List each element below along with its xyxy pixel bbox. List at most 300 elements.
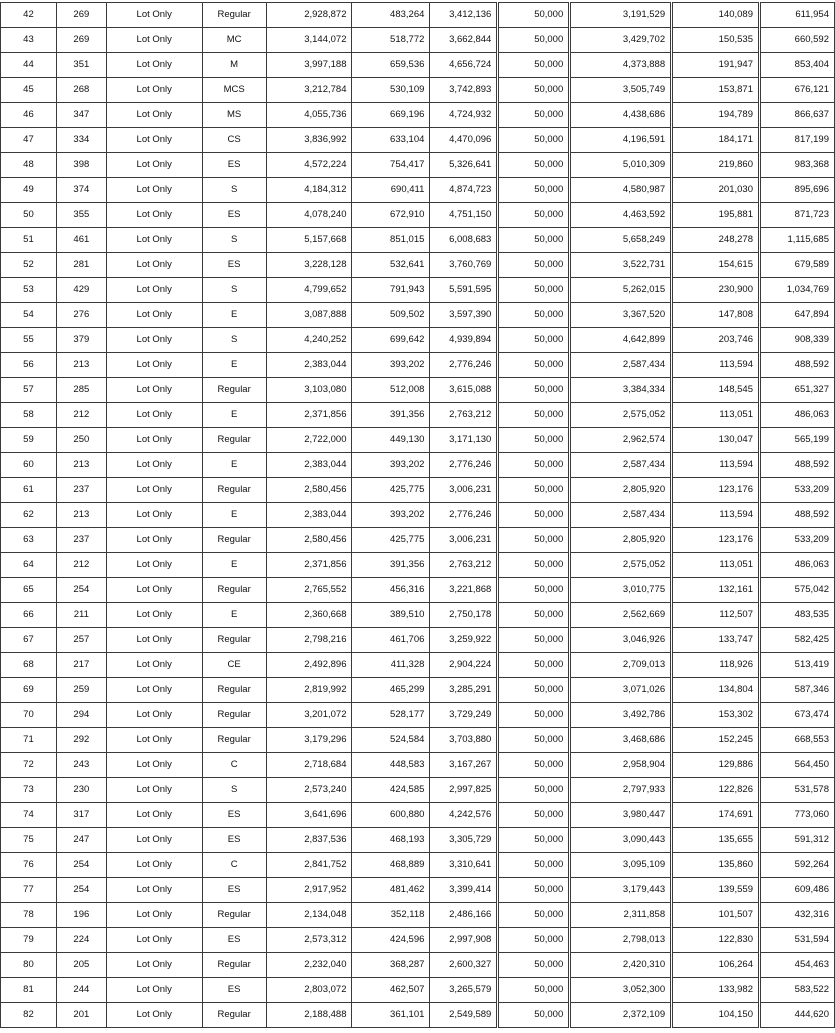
lot-class-cell: Regular: [202, 728, 266, 753]
lot-area-cell: 237: [56, 528, 106, 553]
lot-price-cell: 2,798,216: [266, 628, 352, 653]
lot-area-cell: 254: [56, 853, 106, 878]
amount-cell-2: 679,589: [759, 253, 834, 278]
net-price-cell: 3,090,443: [570, 828, 672, 853]
lot-class-cell: Regular: [202, 528, 266, 553]
total-price-cell: 3,006,231: [430, 478, 498, 503]
lot-class-cell: ES: [202, 203, 266, 228]
net-price-cell: 2,805,920: [570, 478, 672, 503]
reservation-fee-cell: 50,000: [498, 428, 570, 453]
net-price-cell: 3,492,786: [570, 703, 672, 728]
net-price-cell: 2,962,574: [570, 428, 672, 453]
amount-cell: 129,886: [672, 753, 760, 778]
vat-cell: 699,642: [352, 328, 430, 353]
table-row: [1, 353, 835, 378]
total-price-cell: 2,997,825: [430, 778, 498, 803]
lot-area-cell: 244: [56, 978, 106, 1003]
total-price-cell: 3,221,868: [430, 578, 498, 603]
amount-cell: 140,089: [672, 3, 760, 28]
table-row: [1, 528, 835, 553]
lot-area-cell: 461: [56, 228, 106, 253]
vat-cell: 791,943: [352, 278, 430, 303]
vat-cell: 449,130: [352, 428, 430, 453]
amount-cell-2: 488,592: [759, 353, 834, 378]
reservation-fee-cell: 50,000: [498, 653, 570, 678]
lot-price-cell: 4,078,240: [266, 203, 352, 228]
amount-cell: 150,535: [672, 28, 760, 53]
amount-cell: 248,278: [672, 228, 760, 253]
vat-cell: 690,411: [352, 178, 430, 203]
total-price-cell: 2,904,224: [430, 653, 498, 678]
lot-number-cell: 69: [1, 678, 57, 703]
lot-class-cell: MC: [202, 28, 266, 53]
lot-price-cell: 2,580,456: [266, 478, 352, 503]
net-price-cell: 2,797,933: [570, 778, 672, 803]
offer-type-cell: Lot Only: [106, 453, 202, 478]
amount-cell-2: 575,042: [759, 578, 834, 603]
lot-price-cell: 3,212,784: [266, 78, 352, 103]
lot-number-cell: 79: [1, 928, 57, 953]
amount-cell-2: 533,209: [759, 478, 834, 503]
reservation-fee-cell: 50,000: [498, 278, 570, 303]
lot-number-cell: 50: [1, 203, 57, 228]
net-price-cell: 3,095,109: [570, 853, 672, 878]
amount-cell-2: 660,592: [759, 28, 834, 53]
amount-cell: 184,171: [672, 128, 760, 153]
lot-class-cell: E: [202, 403, 266, 428]
table-row: [1, 203, 835, 228]
vat-cell: 672,910: [352, 203, 430, 228]
total-price-cell: 3,171,130: [430, 428, 498, 453]
amount-cell: 122,830: [672, 928, 760, 953]
lot-price-cell: 2,573,240: [266, 778, 352, 803]
amount-cell: 113,594: [672, 353, 760, 378]
net-price-cell: 3,522,731: [570, 253, 672, 278]
table-row: [1, 28, 835, 53]
vat-cell: 468,193: [352, 828, 430, 853]
lot-price-cell: 2,928,872: [266, 3, 352, 28]
table-row: [1, 403, 835, 428]
table-row: [1, 878, 835, 903]
lot-number-cell: 52: [1, 253, 57, 278]
lot-price-cell: 2,188,488: [266, 1003, 352, 1028]
net-price-cell: 3,367,520: [570, 303, 672, 328]
amount-cell-2: 668,553: [759, 728, 834, 753]
amount-cell: 112,507: [672, 603, 760, 628]
lot-class-cell: Regular: [202, 953, 266, 978]
lot-number-cell: 59: [1, 428, 57, 453]
reservation-fee-cell: 50,000: [498, 703, 570, 728]
total-price-cell: 3,285,291: [430, 678, 498, 703]
lot-class-cell: Regular: [202, 578, 266, 603]
lot-number-cell: 45: [1, 78, 57, 103]
lot-area-cell: 212: [56, 553, 106, 578]
vat-cell: 391,356: [352, 553, 430, 578]
table-row: [1, 753, 835, 778]
offer-type-cell: Lot Only: [106, 253, 202, 278]
table-row: [1, 928, 835, 953]
lot-number-cell: 63: [1, 528, 57, 553]
table-row: [1, 728, 835, 753]
total-price-cell: 2,763,212: [430, 553, 498, 578]
offer-type-cell: Lot Only: [106, 953, 202, 978]
reservation-fee-cell: 50,000: [498, 978, 570, 1003]
lot-price-cell: 2,837,536: [266, 828, 352, 853]
net-price-cell: 4,373,888: [570, 53, 672, 78]
amount-cell-2: 591,312: [759, 828, 834, 853]
lot-number-cell: 57: [1, 378, 57, 403]
offer-type-cell: Lot Only: [106, 153, 202, 178]
offer-type-cell: Lot Only: [106, 103, 202, 128]
reservation-fee-cell: 50,000: [498, 203, 570, 228]
table-row: [1, 803, 835, 828]
total-price-cell: 4,939,894: [430, 328, 498, 353]
lot-price-cell: 2,718,684: [266, 753, 352, 778]
amount-cell: 133,982: [672, 978, 760, 1003]
lot-number-cell: 72: [1, 753, 57, 778]
amount-cell-2: 817,199: [759, 128, 834, 153]
reservation-fee-cell: 50,000: [498, 353, 570, 378]
reservation-fee-cell: 50,000: [498, 803, 570, 828]
net-price-cell: 2,311,858: [570, 903, 672, 928]
price-schedule-table: [0, 2, 835, 1028]
amount-cell-2: 609,486: [759, 878, 834, 903]
lot-area-cell: 213: [56, 453, 106, 478]
table-row: [1, 603, 835, 628]
lot-area-cell: 205: [56, 953, 106, 978]
net-price-cell: 3,980,447: [570, 803, 672, 828]
lot-price-cell: 3,201,072: [266, 703, 352, 728]
lot-area-cell: 201: [56, 1003, 106, 1028]
lot-number-cell: 42: [1, 3, 57, 28]
table-row: [1, 953, 835, 978]
net-price-cell: 2,587,434: [570, 353, 672, 378]
amount-cell-2: 611,954: [759, 3, 834, 28]
lot-number-cell: 61: [1, 478, 57, 503]
offer-type-cell: Lot Only: [106, 878, 202, 903]
lot-price-cell: 4,572,224: [266, 153, 352, 178]
offer-type-cell: Lot Only: [106, 503, 202, 528]
offer-type-cell: Lot Only: [106, 1003, 202, 1028]
lot-number-cell: 65: [1, 578, 57, 603]
total-price-cell: 2,600,327: [430, 953, 498, 978]
amount-cell: 113,594: [672, 503, 760, 528]
table-row: [1, 978, 835, 1003]
amount-cell-2: 531,594: [759, 928, 834, 953]
vat-cell: 456,316: [352, 578, 430, 603]
lot-area-cell: 269: [56, 3, 106, 28]
lot-price-cell: 5,157,668: [266, 228, 352, 253]
reservation-fee-cell: 50,000: [498, 503, 570, 528]
table-row: [1, 278, 835, 303]
total-price-cell: 2,776,246: [430, 503, 498, 528]
lot-price-cell: 2,360,668: [266, 603, 352, 628]
amount-cell-2: 647,894: [759, 303, 834, 328]
amount-cell-2: 565,199: [759, 428, 834, 453]
total-price-cell: 4,751,150: [430, 203, 498, 228]
total-price-cell: 3,729,249: [430, 703, 498, 728]
offer-type-cell: Lot Only: [106, 28, 202, 53]
lot-class-cell: Regular: [202, 903, 266, 928]
lot-price-cell: 2,371,856: [266, 553, 352, 578]
total-price-cell: 2,776,246: [430, 353, 498, 378]
table-row: [1, 228, 835, 253]
offer-type-cell: Lot Only: [106, 903, 202, 928]
lot-class-cell: S: [202, 778, 266, 803]
lot-class-cell: ES: [202, 153, 266, 178]
table-row: [1, 828, 835, 853]
amount-cell-2: 454,463: [759, 953, 834, 978]
lot-price-cell: 2,803,072: [266, 978, 352, 1003]
table-row: [1, 503, 835, 528]
total-price-cell: 3,006,231: [430, 528, 498, 553]
net-price-cell: 2,562,669: [570, 603, 672, 628]
reservation-fee-cell: 50,000: [498, 28, 570, 53]
amount-cell: 135,860: [672, 853, 760, 878]
lot-number-cell: 68: [1, 653, 57, 678]
lot-class-cell: S: [202, 278, 266, 303]
total-price-cell: 4,874,723: [430, 178, 498, 203]
total-price-cell: 3,615,088: [430, 378, 498, 403]
table-row: [1, 78, 835, 103]
offer-type-cell: Lot Only: [106, 53, 202, 78]
total-price-cell: 3,259,922: [430, 628, 498, 653]
net-price-cell: 3,179,443: [570, 878, 672, 903]
total-price-cell: 4,724,932: [430, 103, 498, 128]
amount-cell-2: 853,404: [759, 53, 834, 78]
total-price-cell: 2,997,908: [430, 928, 498, 953]
lot-area-cell: 285: [56, 378, 106, 403]
net-price-cell: 2,709,013: [570, 653, 672, 678]
total-price-cell: 2,486,166: [430, 903, 498, 928]
reservation-fee-cell: 50,000: [498, 753, 570, 778]
vat-cell: 391,356: [352, 403, 430, 428]
amount-cell: 153,871: [672, 78, 760, 103]
offer-type-cell: Lot Only: [106, 553, 202, 578]
total-price-cell: 4,242,576: [430, 803, 498, 828]
lot-number-cell: 64: [1, 553, 57, 578]
amount-cell: 134,804: [672, 678, 760, 703]
vat-cell: 600,880: [352, 803, 430, 828]
lot-number-cell: 58: [1, 403, 57, 428]
lot-number-cell: 47: [1, 128, 57, 153]
table-row: [1, 1003, 835, 1028]
table-row: [1, 253, 835, 278]
lot-area-cell: 237: [56, 478, 106, 503]
lot-class-cell: E: [202, 453, 266, 478]
net-price-cell: 4,642,899: [570, 328, 672, 353]
amount-cell-2: 895,696: [759, 178, 834, 203]
reservation-fee-cell: 50,000: [498, 728, 570, 753]
reservation-fee-cell: 50,000: [498, 578, 570, 603]
reservation-fee-cell: 50,000: [498, 828, 570, 853]
offer-type-cell: Lot Only: [106, 728, 202, 753]
amount-cell: 147,808: [672, 303, 760, 328]
net-price-cell: 2,805,920: [570, 528, 672, 553]
offer-type-cell: Lot Only: [106, 703, 202, 728]
lot-class-cell: MS: [202, 103, 266, 128]
vat-cell: 425,775: [352, 528, 430, 553]
amount-cell: 139,559: [672, 878, 760, 903]
lot-number-cell: 62: [1, 503, 57, 528]
total-price-cell: 3,399,414: [430, 878, 498, 903]
lot-price-cell: 2,580,456: [266, 528, 352, 553]
total-price-cell: 3,412,136: [430, 3, 498, 28]
net-price-cell: 2,958,904: [570, 753, 672, 778]
lot-price-cell: 2,841,752: [266, 853, 352, 878]
lot-class-cell: E: [202, 603, 266, 628]
lot-class-cell: ES: [202, 253, 266, 278]
lot-area-cell: 398: [56, 153, 106, 178]
lot-area-cell: 196: [56, 903, 106, 928]
lot-number-cell: 51: [1, 228, 57, 253]
vat-cell: 530,109: [352, 78, 430, 103]
reservation-fee-cell: 50,000: [498, 953, 570, 978]
total-price-cell: 3,760,769: [430, 253, 498, 278]
reservation-fee-cell: 50,000: [498, 328, 570, 353]
lot-price-cell: 2,134,048: [266, 903, 352, 928]
vat-cell: 524,584: [352, 728, 430, 753]
lot-class-cell: M: [202, 53, 266, 78]
amount-cell: 123,176: [672, 528, 760, 553]
amount-cell: 194,789: [672, 103, 760, 128]
lot-price-cell: 3,144,072: [266, 28, 352, 53]
reservation-fee-cell: 50,000: [498, 153, 570, 178]
vat-cell: 448,583: [352, 753, 430, 778]
table-row: [1, 303, 835, 328]
offer-type-cell: Lot Only: [106, 3, 202, 28]
vat-cell: 532,641: [352, 253, 430, 278]
lot-area-cell: 268: [56, 78, 106, 103]
vat-cell: 754,417: [352, 153, 430, 178]
net-price-cell: 3,384,334: [570, 378, 672, 403]
table-row: [1, 778, 835, 803]
amount-cell-2: 908,339: [759, 328, 834, 353]
lot-number-cell: 53: [1, 278, 57, 303]
lot-class-cell: S: [202, 228, 266, 253]
offer-type-cell: Lot Only: [106, 478, 202, 503]
amount-cell-2: 676,121: [759, 78, 834, 103]
table-row: [1, 478, 835, 503]
net-price-cell: 5,658,249: [570, 228, 672, 253]
vat-cell: 669,196: [352, 103, 430, 128]
lot-price-cell: 2,573,312: [266, 928, 352, 953]
offer-type-cell: Lot Only: [106, 678, 202, 703]
lot-area-cell: 213: [56, 353, 106, 378]
vat-cell: 509,502: [352, 303, 430, 328]
reservation-fee-cell: 50,000: [498, 878, 570, 903]
vat-cell: 411,328: [352, 653, 430, 678]
lot-number-cell: 66: [1, 603, 57, 628]
amount-cell: 135,655: [672, 828, 760, 853]
offer-type-cell: Lot Only: [106, 803, 202, 828]
total-price-cell: 3,597,390: [430, 303, 498, 328]
vat-cell: 424,585: [352, 778, 430, 803]
amount-cell: 203,746: [672, 328, 760, 353]
lot-area-cell: 374: [56, 178, 106, 203]
lot-price-cell: 3,179,296: [266, 728, 352, 753]
lot-number-cell: 78: [1, 903, 57, 928]
lot-price-cell: 2,917,952: [266, 878, 352, 903]
lot-area-cell: 281: [56, 253, 106, 278]
amount-cell-2: 583,522: [759, 978, 834, 1003]
offer-type-cell: Lot Only: [106, 753, 202, 778]
table-row: [1, 53, 835, 78]
amount-cell: 104,150: [672, 1003, 760, 1028]
amount-cell: 113,594: [672, 453, 760, 478]
lot-number-cell: 55: [1, 328, 57, 353]
total-price-cell: 2,549,589: [430, 1003, 498, 1028]
offer-type-cell: Lot Only: [106, 353, 202, 378]
net-price-cell: 2,575,052: [570, 403, 672, 428]
amount-cell-2: 651,327: [759, 378, 834, 403]
lot-area-cell: 250: [56, 428, 106, 453]
amount-cell-2: 673,474: [759, 703, 834, 728]
total-price-cell: 4,656,724: [430, 53, 498, 78]
reservation-fee-cell: 50,000: [498, 3, 570, 28]
lot-class-cell: ES: [202, 878, 266, 903]
lot-price-cell: 4,799,652: [266, 278, 352, 303]
reservation-fee-cell: 50,000: [498, 678, 570, 703]
total-price-cell: 2,763,212: [430, 403, 498, 428]
vat-cell: 461,706: [352, 628, 430, 653]
reservation-fee-cell: 50,000: [498, 128, 570, 153]
net-price-cell: 4,580,987: [570, 178, 672, 203]
offer-type-cell: Lot Only: [106, 578, 202, 603]
lot-class-cell: Regular: [202, 3, 266, 28]
table-row: [1, 628, 835, 653]
lot-price-cell: 2,383,044: [266, 453, 352, 478]
offer-type-cell: Lot Only: [106, 428, 202, 453]
amount-cell: 154,615: [672, 253, 760, 278]
net-price-cell: 2,798,013: [570, 928, 672, 953]
amount-cell-2: 533,209: [759, 528, 834, 553]
lot-area-cell: 276: [56, 303, 106, 328]
lot-number-cell: 77: [1, 878, 57, 903]
net-price-cell: 3,071,026: [570, 678, 672, 703]
reservation-fee-cell: 50,000: [498, 628, 570, 653]
lot-price-cell: 2,383,044: [266, 353, 352, 378]
amount-cell: 174,691: [672, 803, 760, 828]
offer-type-cell: Lot Only: [106, 778, 202, 803]
lot-number-cell: 73: [1, 778, 57, 803]
lot-class-cell: MCS: [202, 78, 266, 103]
lot-area-cell: 347: [56, 103, 106, 128]
vat-cell: 393,202: [352, 353, 430, 378]
lot-price-cell: 3,641,696: [266, 803, 352, 828]
amount-cell: 148,545: [672, 378, 760, 403]
reservation-fee-cell: 50,000: [498, 553, 570, 578]
vat-cell: 361,101: [352, 1003, 430, 1028]
table-row: [1, 578, 835, 603]
lot-class-cell: E: [202, 353, 266, 378]
lot-number-cell: 70: [1, 703, 57, 728]
amount-cell-2: 483,535: [759, 603, 834, 628]
lot-class-cell: ES: [202, 803, 266, 828]
lot-price-cell: 2,765,552: [266, 578, 352, 603]
lot-price-cell: 2,232,040: [266, 953, 352, 978]
lot-class-cell: ES: [202, 928, 266, 953]
vat-cell: 424,596: [352, 928, 430, 953]
table-row: [1, 128, 835, 153]
vat-cell: 393,202: [352, 503, 430, 528]
reservation-fee-cell: 50,000: [498, 478, 570, 503]
table-row: [1, 3, 835, 28]
lot-number-cell: 56: [1, 353, 57, 378]
net-price-cell: 3,505,749: [570, 78, 672, 103]
table-body: [1, 3, 835, 1028]
net-price-cell: 2,587,434: [570, 503, 672, 528]
